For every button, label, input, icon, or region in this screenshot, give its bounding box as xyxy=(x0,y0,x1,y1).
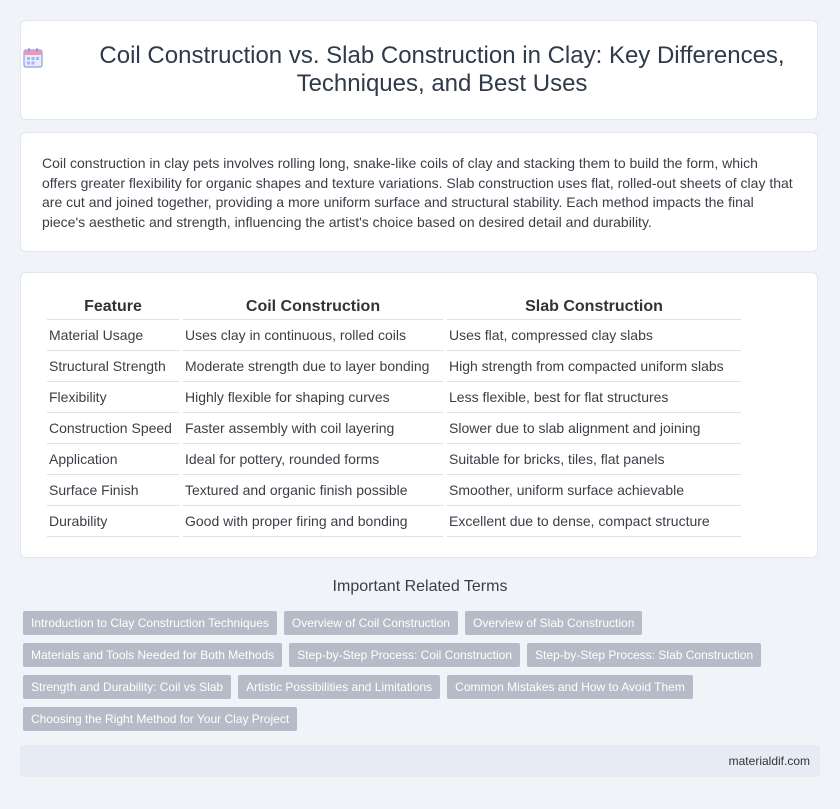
term-tag[interactable]: Step-by-Step Process: Slab Construction xyxy=(527,643,761,667)
tag-row xyxy=(23,611,823,635)
table-cell: Ideal for pottery, rounded forms xyxy=(183,444,443,475)
calendar-icon xyxy=(21,46,45,70)
tag-row xyxy=(23,675,823,699)
table-cell: Uses clay in continuous, rolled coils xyxy=(183,320,443,351)
comparison-table xyxy=(43,297,745,537)
table-cell: Textured and organic finish possible xyxy=(183,475,443,506)
table-cell: Uses flat, compressed clay slabs xyxy=(447,320,741,351)
table-cell: Smoother, uniform surface achievable xyxy=(447,475,741,506)
table-row xyxy=(47,475,741,506)
table-row xyxy=(47,382,741,413)
tag-row xyxy=(23,643,823,667)
table-cell: Less flexible, best for flat structures xyxy=(447,382,741,413)
table-cell: Good with proper firing and bonding xyxy=(183,506,443,537)
table-cell: Highly flexible for shaping curves xyxy=(183,382,443,413)
table-row xyxy=(47,351,741,382)
tag-row xyxy=(23,707,823,731)
related-terms-tags xyxy=(23,611,823,739)
footer-source[interactable]: materialdif.com xyxy=(728,754,810,768)
table-row xyxy=(47,506,741,537)
table-header-row xyxy=(47,297,741,320)
table-cell: High strength from compacted uniform slabs xyxy=(447,351,741,382)
table-cell: Application xyxy=(47,444,179,475)
term-tag[interactable]: Materials and Tools Needed for Both Methods xyxy=(23,643,282,667)
column-header-feature: Feature xyxy=(47,297,179,320)
intro-paragraph: Coil construction in clay pets involves rolling long, snake-like coils of clay and stacking them to build the form, which offers greater flexibility for organic shapes and texture variations. Slab construction uses flat, rolled-out sheets of clay that are cut and joined together, providing a more uniform surface and structural stability. Each method impacts the final piece's aesthetic and strength, influencing the artist's choice based on desired detail and durability. xyxy=(42,155,793,230)
table-row xyxy=(47,320,741,351)
term-tag[interactable]: Strength and Durability: Coil vs Slab xyxy=(23,675,231,699)
term-tag[interactable]: Introduction to Clay Construction Techniques xyxy=(23,611,277,635)
term-tag[interactable]: Step-by-Step Process: Coil Construction xyxy=(289,643,520,667)
table-cell: Surface Finish xyxy=(47,475,179,506)
title-wrap xyxy=(21,42,817,98)
column-header-coil: Coil Construction xyxy=(183,297,443,320)
table-cell: Slower due to slab alignment and joining xyxy=(447,413,741,444)
term-tag[interactable]: Choosing the Right Method for Your Clay Project xyxy=(23,707,297,731)
table-cell: Moderate strength due to layer bonding xyxy=(183,351,443,382)
page-title: Coil Construction vs. Slab Construction in Clay: Key Differences, Techniques, and Best Uses xyxy=(99,42,785,97)
comparison-table-card xyxy=(20,272,818,558)
table-cell: Faster assembly with coil layering xyxy=(183,413,443,444)
table-cell: Durability xyxy=(47,506,179,537)
term-tag[interactable]: Overview of Coil Construction xyxy=(284,611,458,635)
intro-card xyxy=(20,132,818,252)
table-cell: Material Usage xyxy=(47,320,179,351)
header-card xyxy=(20,20,818,120)
table-cell: Construction Speed xyxy=(47,413,179,444)
related-terms-heading: Important Related Terms xyxy=(332,578,508,595)
table-row xyxy=(47,413,741,444)
table-row xyxy=(47,444,741,475)
table-cell: Structural Strength xyxy=(47,351,179,382)
term-tag[interactable]: Overview of Slab Construction xyxy=(465,611,642,635)
column-header-slab: Slab Construction xyxy=(447,297,741,320)
table-cell: Excellent due to dense, compact structure xyxy=(447,506,741,537)
footer-bar xyxy=(20,745,820,777)
table-cell: Suitable for bricks, tiles, flat panels xyxy=(447,444,741,475)
term-tag[interactable]: Common Mistakes and How to Avoid Them xyxy=(447,675,693,699)
table-cell: Flexibility xyxy=(47,382,179,413)
term-tag[interactable]: Artistic Possibilities and Limitations xyxy=(238,675,440,699)
